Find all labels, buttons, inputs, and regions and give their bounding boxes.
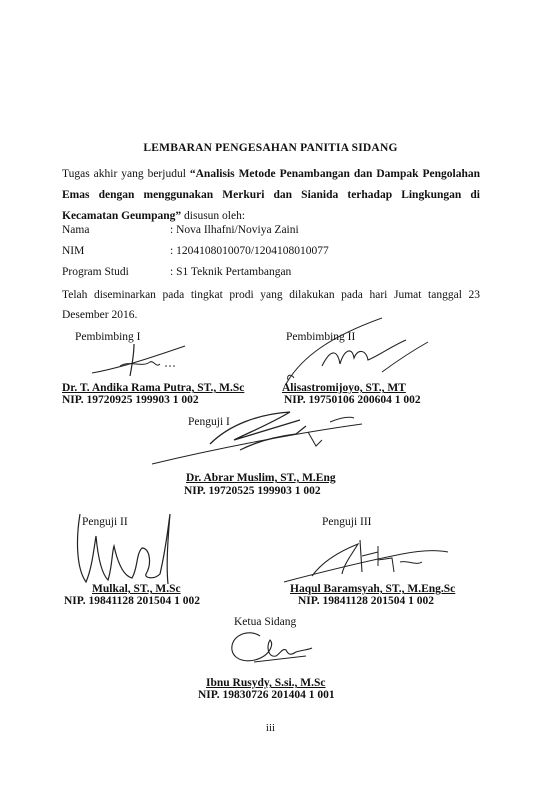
penguji1-signature — [150, 410, 365, 470]
pembimbing2-name: Alisastromijoyo, ST., MT — [282, 382, 406, 394]
penguji3-name: Haqul Baramsyah, ST., M.Eng.Sc — [290, 583, 456, 595]
info-value: : 1204108010070/1204108010077 — [170, 245, 329, 257]
ketua-nip: NIP. 19830726 201404 1 001 — [198, 689, 335, 701]
info-value: : Nova Ilhafni/Noviya Zaini — [170, 224, 299, 236]
pembimbing2-signature — [282, 316, 432, 388]
page-title: LEMBARAN PENGESAHAN PANITIA SIDANG — [143, 142, 398, 154]
pembimbing2-nip: NIP. 19750106 200604 1 002 — [284, 394, 421, 406]
penguji1-name: Dr. Abrar Muslim, ST., M.Eng — [186, 472, 336, 484]
info-label: Program Studi — [62, 266, 129, 278]
info-label: Nama — [62, 224, 90, 236]
page-number: iii — [265, 722, 276, 734]
pembimbing1-name: Dr. T. Andika Rama Putra, ST., M.Sc — [62, 382, 245, 394]
ketua-name: Ibnu Rusydy, S.si., M.Sc — [206, 677, 326, 689]
intro-suffix: disusun oleh: — [181, 210, 246, 222]
pembimbing1-role: Pembimbing I — [75, 331, 141, 343]
penguji2-role: Penguji II — [82, 516, 128, 528]
info-label: NIM — [62, 245, 85, 257]
thesis-title: “Analisis Metode Penambangan dan Dampak Pengolahan Emas dengan menggunakan Merkuri dan Sianida terhadap Lingkungan di Kecamatan Geumpang” — [62, 168, 480, 222]
statement-paragraph: Telah diseminarkan pada tingkat prodi yang dilakukan pada hari Jumat tanggal 23 Desember 2016. — [62, 289, 480, 321]
pembimbing2-role: Pembimbing II — [286, 331, 356, 343]
penguji1-role: Penguji I — [188, 416, 230, 428]
intro-paragraph — [62, 164, 480, 227]
ketua-signature — [224, 626, 314, 676]
pembimbing1-nip: NIP. 19720925 199903 1 002 — [62, 394, 199, 406]
penguji1-nip: NIP. 19720525 199903 1 002 — [184, 485, 321, 497]
ketua-role: Ketua Sidang — [234, 616, 297, 628]
penguji3-role: Penguji III — [322, 516, 372, 528]
penguji2-signature — [72, 508, 182, 588]
penguji3-nip: NIP. 19841128 201504 1 002 — [298, 595, 434, 607]
penguji2-nip: NIP. 19841128 201504 1 002 — [64, 595, 200, 607]
penguji3-signature — [282, 532, 452, 588]
penguji2-name: Mulkal, ST., M.Sc — [92, 583, 181, 595]
info-value: : S1 Teknik Pertambangan — [170, 266, 292, 278]
pembimbing1-signature — [90, 340, 200, 380]
intro-prefix: Tugas akhir yang berjudul — [62, 168, 190, 180]
